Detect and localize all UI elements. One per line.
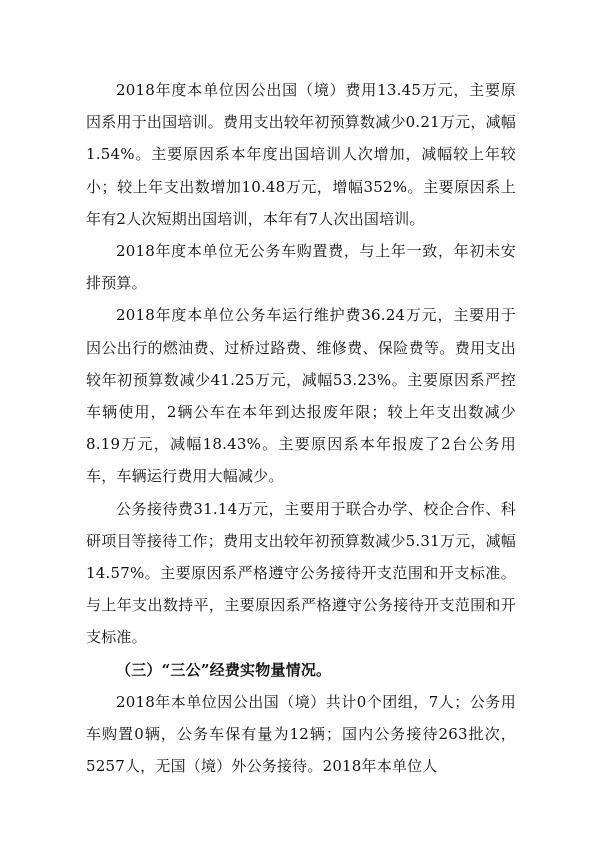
paragraph-physical-quantity: 2018年本单位因公出国（境）共计0个团组，7人；公务用车购置0辆，公务车保有量为12辆；国内公务接待263批次，5257人，无国（境）外公务接待。2018年本单位人: [86, 692, 516, 776]
paragraph-official-reception: 公务接待费31.14万元，主要用于联合办学、校企合作、科研项目等接待工作；费用支出较年初预算数减少5.31万元，减幅14.57%。主要原因系严格遵守公务接待开支范围和开支标准。与上年支出数持平，主要原因系严格遵守公务接待开支范围和开支标准。: [86, 499, 516, 647]
paragraph-vehicle-operation: 2018年度本单位公务车运行维护费36.24万元，主要用于因公出行的燃油费、过桥过路费、维修费、保险费等。费用支出较年初预算数减少41.25万元，减幅53.23%。主要原因系严控车辆使用，2辆公车在本年到达报废年限；较上年支出数减少8.19万元，减幅18.43%。主要原因系本年报废了2台公务用车，车辆运行费用大幅减少。: [86, 306, 516, 486]
document-body: [86, 74, 516, 782]
paragraph-overseas-travel: 2018年度本单位因公出国（境）费用13.45万元，主要原因系用于出国培训。费用支出较年初预算数减少0.21万元，减幅1.54%。主要原因系本年度出国培训人次增加，减幅较上年较小；较上年支出数增加10.48万元，增幅352%。主要原因系上年有2人次短期出国培训，本年有7人次出国培训。: [86, 81, 516, 228]
paragraph-vehicle-purchase: 2018年度本单位无公务车购置费，与上年一致，年初未安排预算。: [86, 242, 516, 293]
section-heading: （三）“三公”经费实物量情况。: [116, 660, 332, 679]
